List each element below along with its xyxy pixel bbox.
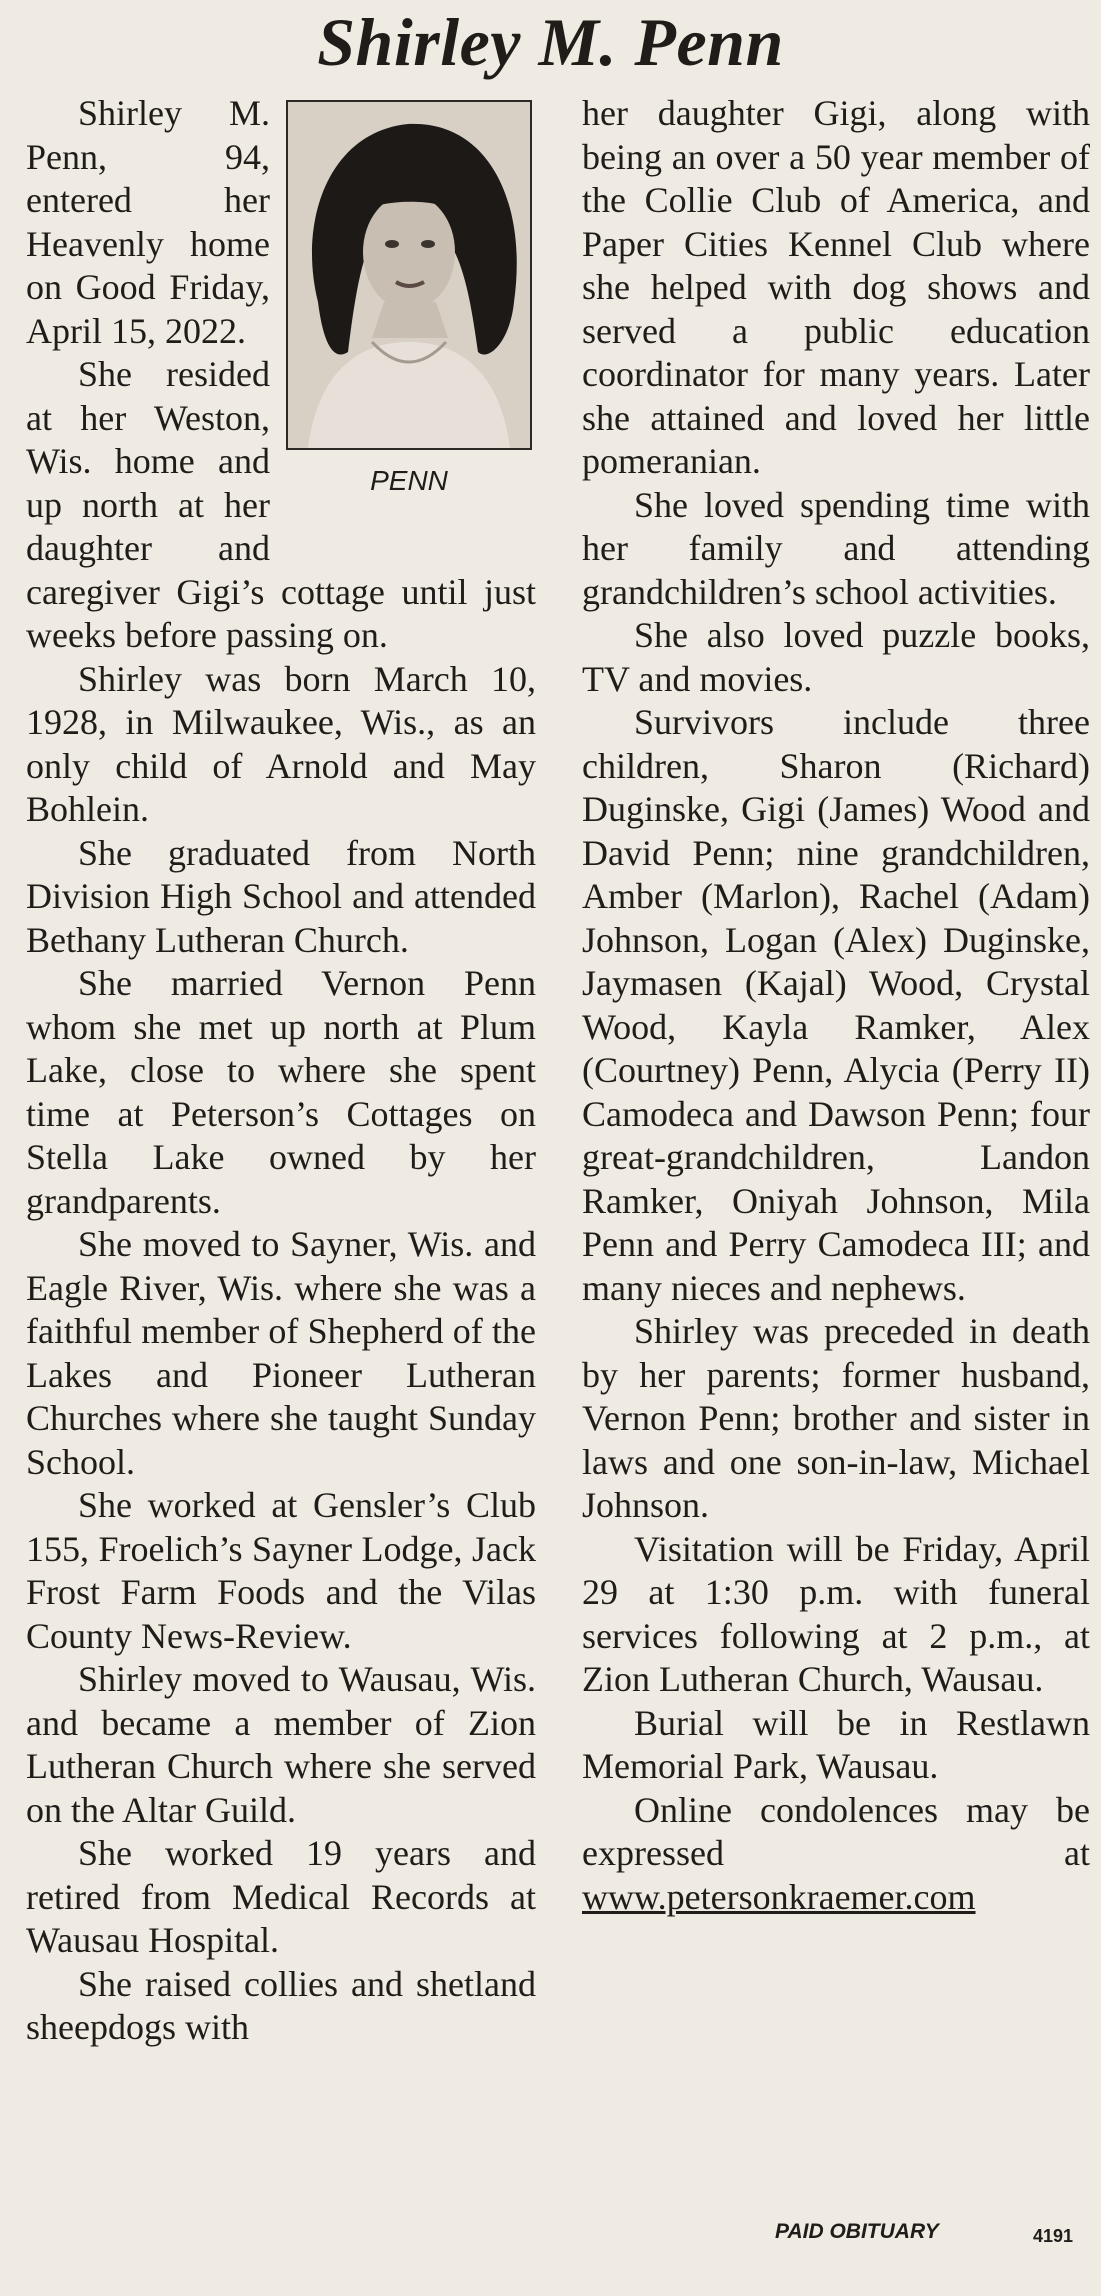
paragraph: She worked 19 years and retired from Medical Records at Wausau Hospital.	[26, 1833, 536, 1960]
paragraph: Visitation will be Friday, April 29 at 1:30 p.m. with funeral services following at 2 p.m., at Zion Lutheran Church, Wausau.	[582, 1528, 1090, 1699]
paragraph: She raised collies and shetland sheepdogs with	[26, 1963, 536, 2047]
paragraph: Shirley moved to Wausau, Wis. and became a member of Zion Lutheran Church where she served on the Altar Guild.	[26, 1659, 536, 1830]
left-column	[26, 92, 536, 2050]
funeral-home-link[interactable]: www.petersonkraemer.com	[582, 1876, 976, 1917]
paragraph: She loved spending time with her family and attending grandchildren’s school activities.	[582, 484, 1090, 612]
paragraph: Burial will be in Restlawn Memorial Park, Wausau.	[582, 1702, 1090, 1786]
condolences-text: Online condolences may be expressed at	[582, 1789, 1090, 1873]
paragraph: her daughter Gigi, along with being an over a 50 year member of the Collie Club of America, and Paper Cities Kennel Club where she helped with dog shows and served a public education coordinator for many years. Later she attained and loved her little pomeranian.	[582, 93, 1090, 481]
paragraph: She also loved puzzle books, TV and movies.	[582, 615, 1090, 699]
paragraph: Shirley was born March 10, 1928, in Milwaukee, Wis., as an only child of Arnold and May Bohlein.	[26, 658, 536, 829]
paragraph: She worked at Gensler’s Club 155, Froelich’s Sayner Lodge, Jack Frost Farm Foods and the Vilas County News-Review.	[26, 1485, 536, 1656]
paragraph: Shirley was preceded in death by her parents; former husband, Vernon Penn; brother and sister in laws and one son-in-law, Michael Johnson.	[582, 1311, 1090, 1525]
portrait-illustration	[288, 102, 530, 448]
paragraph: She graduated from North Division High School and attended Bethany Lutheran Church.	[26, 832, 536, 960]
right-column	[582, 92, 1090, 1919]
condolences-paragraph	[582, 1789, 1090, 1920]
paragraph: She resided at her Weston, Wis. home and up north at her daughter and caregiver Gigi’s cottage until just weeks before passing on.	[26, 354, 536, 655]
paid-obituary-label: PAID OBITUARY	[775, 2220, 939, 2243]
photo-caption: PENN	[370, 465, 448, 496]
paragraph: Survivors include three children, Sharon (Richard) Duginske, Gigi (James) Wood and David Penn; nine grandchildren, Amber (Marlon), Rachel (Adam) Johnson, Logan (Alex) Duginske, Jaymasen (Kajal) Wood, Crystal Wood, Kayla Ramker, Alex (Courtney) Penn, Alycia (Perry II) Camodeca and Dawson Penn; four great-grandchildren, Landon Ramker, Oniyah Johnson, Mila Penn and Perry Camodeca III; and many nieces and nephews.	[582, 702, 1090, 1308]
obituary-title: Shirley M. Penn	[317, 4, 784, 80]
portrait-photo	[286, 100, 532, 450]
portrait-block	[286, 100, 536, 530]
ad-number: 4191	[1033, 2226, 1074, 2246]
paragraph: Shirley M. Penn, 94, entered her Heavenly home on Good Friday, April 15, 2022.	[26, 93, 270, 351]
paragraph: She moved to Sayner, Wis. and Eagle River, Wis. where she was a faithful member of Shepherd of the Lakes and Pioneer Lutheran Churches where she taught Sunday School.	[26, 1224, 536, 1482]
paragraph: She married Vernon Penn whom she met up north at Plum Lake, close to where she spent time at Peterson’s Cottages on Stella Lake owned by her grandparents.	[26, 963, 536, 1221]
